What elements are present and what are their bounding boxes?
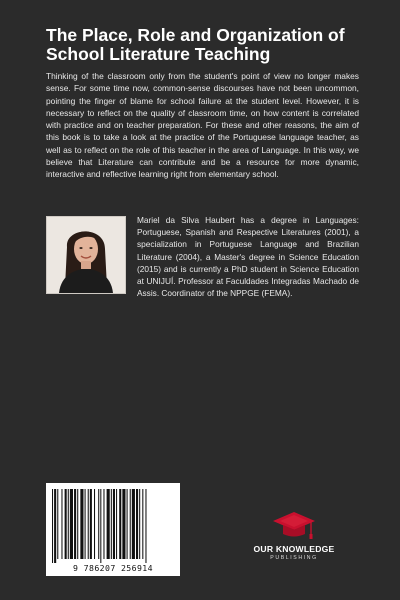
- barcode-bar: [77, 489, 78, 559]
- barcode-bar: [88, 489, 89, 559]
- barcode-bar: [136, 489, 138, 559]
- barcode-bar: [98, 489, 99, 559]
- book-title: The Place, Role and Organization of School Literature Teaching: [46, 25, 345, 64]
- barcode-bar: [54, 489, 56, 563]
- barcode-bar: [90, 489, 92, 559]
- barcode-bar: [142, 489, 143, 559]
- barcode-bar: [80, 489, 83, 559]
- barcode-bar: [68, 489, 69, 559]
- author-photo: [46, 216, 126, 294]
- book-description: Thinking of the classroom only from the student's point of view no longer makes sense. For some time now, common-sense discourses have not been uncommon, pointing the finger of blame for school failure at the student level. However, it is necessary to reflect on the quality of classroom time, on how content is correlated with practice and on teacher preparation. For these and other reasons, the aim of this book is to take a look at the practice of the Portuguese language teacher, as well as to reflect on the role of this teacher in the area of Language. In this way, we believe that Literature can contribute and be a resource for more dynamic, interactive and reflective learning right from elementary school.: [46, 71, 359, 180]
- barcode-bar: [145, 489, 146, 563]
- barcode-bar: [111, 489, 112, 559]
- graduation-cap-icon: [271, 510, 317, 544]
- publisher-imprint: PUBLISHING: [270, 555, 318, 561]
- barcode-bar: [74, 489, 76, 559]
- barcode-bar: [132, 489, 135, 559]
- barcode-bar: [52, 489, 53, 563]
- publisher-name: OUR KNOWLEDGE: [253, 544, 335, 554]
- barcode-bar: [61, 489, 62, 559]
- publisher-logo: [246, 510, 342, 570]
- barcode-bar: [130, 489, 131, 559]
- barcode-bar: [122, 489, 125, 559]
- barcode-bar: [107, 489, 110, 559]
- barcode-bar: [94, 489, 95, 559]
- isbn-number: 9 786207 256914: [73, 563, 153, 573]
- barcode-bar: [127, 489, 128, 559]
- barcode-bar: [70, 489, 73, 559]
- barcode-bar: [116, 489, 117, 559]
- barcode-bar: [57, 489, 58, 559]
- barcode-bar: [85, 489, 86, 559]
- barcode-bars: [46, 483, 180, 563]
- isbn-barcode: [46, 483, 180, 576]
- barcode-bar: [113, 489, 115, 559]
- barcode-bar: [100, 489, 101, 563]
- barcode-bar: [119, 489, 121, 559]
- barcode-bar: [65, 489, 67, 559]
- barcode-bar: [139, 489, 140, 559]
- author-biography: Mariel da Silva Haubert has a degree in Languages: Portuguese, Spanish and Respective Literatures (2001), a specialization in Portuguese Language and Brazilian Literature (2004), a Master's degree in Science Education (2015) and is currently a PhD student in Science Education at UNIJUÍ. Professor at Faculdades Integradas Machado de Assis. Coordinator of the NPPGE (FEMA).: [137, 215, 359, 299]
- barcode-bar: [103, 489, 104, 559]
